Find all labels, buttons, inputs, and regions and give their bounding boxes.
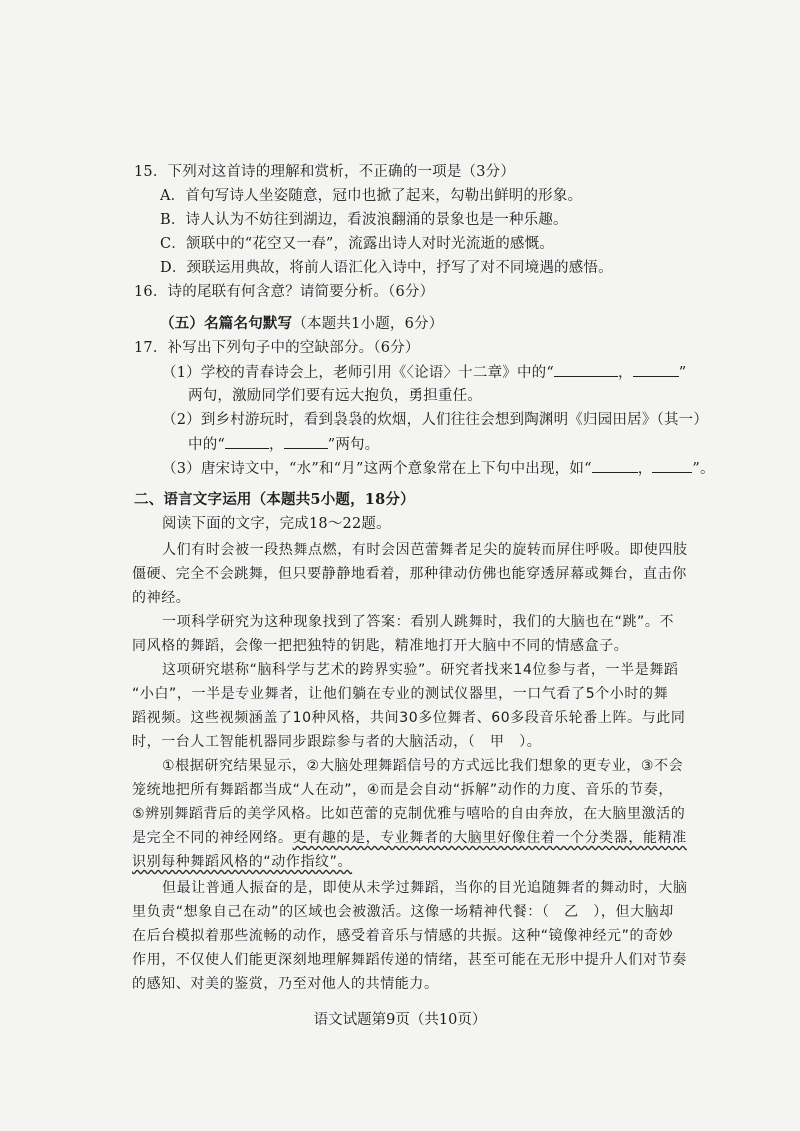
section5-heading: [160, 314, 443, 334]
passage-p2-line2: 同风格的舞蹈，会像一把把独特的钥匙，精准地打开大脑中不同的情感盒子。: [132, 638, 629, 654]
section5-title: （五）名篇名句默写: [160, 315, 293, 332]
passage-p5-line3: 在后台模拟着那些流畅的动作，感受着音乐与情感的共振。这种“镜像神经元”的奇妙: [132, 928, 674, 944]
passage-p4-line3: ⑤辨别舞蹈背后的美学风格。比如芭蕾的克制优雅与嘻哈的自由奔放，在大脑里激活的: [132, 806, 686, 822]
q17-blank-2[interactable]: [633, 362, 679, 377]
q17-item-2-open: 中的“: [188, 437, 226, 453]
page-footer: 语文试题第9页（共10页）: [313, 1012, 487, 1028]
passage-p1-line3: 的神经。: [132, 590, 191, 606]
q17-item-1-close: ”: [678, 365, 687, 381]
passage-p5-line4: 作用，不仅使人们能更深刻地理解舞蹈传递的情绪，甚至可能在无形中提升人们对节奏: [132, 952, 687, 968]
q15-option-c: C．颔联中的“花空又一春”，流露出诗人对时光流逝的感慨。: [160, 236, 555, 252]
passage-p2-line1: 一项科学研究为这种现象找到了答案：看别人跳舞时，我们的大脑也在“跳”。不: [162, 614, 675, 630]
q17-item-3: [162, 458, 715, 479]
passage-p4-line2: 笼统地把所有舞蹈都当成“人在动”，④而是会自动“拆解”动作的力度、音乐的节奏，: [132, 782, 673, 798]
passage-p3-line1: 这项研究堪称“脑科学与艺术的跨界实验”。研究者找来14位参与者，一半是舞蹈: [162, 662, 679, 678]
passage-p5-line1: 但最让普通人振奋的是，即使从未学过舞蹈，当你的目光追随舞者的舞动时，大脑: [162, 880, 688, 896]
passage-p1-line1: 人们有时会被一段热舞点燃，有时会因芭蕾舞者足尖的旋转而屏住呼吸。即使四肢: [162, 542, 688, 558]
q17-item-1-sep: ，: [618, 365, 633, 381]
q17-blank-3[interactable]: [225, 434, 269, 449]
passage-p5-line5: 的感知、对美的鉴赏，乃至对他人的共情能力。: [132, 976, 439, 992]
q17-stem: 17．补写出下列句子中的空缺部分。（6分）: [134, 340, 420, 356]
passage-underlined-sentence-part2: 识别每种舞蹈风格的“动作指纹”。: [132, 854, 353, 870]
q17-item-1-text: （1）学校的青春诗会上，老师引用《〈论语〉十二章》中的“: [162, 365, 554, 381]
q15-option-a: A．首句写诗人坐姿随意，冠巾也掀了起来，勾勒出鲜明的形象。: [160, 188, 583, 204]
part2-title: 二、语言文字运用（本题共5小题，18分）: [134, 491, 415, 508]
passage-p3-line3: 蹈视频。这些视频涵盖了10种风格，共间30多位舞者、60多段音乐轮番上阵。与此同: [132, 710, 686, 726]
q15-option-b: B．诗人认为不妨往到湖边，看波浪翻涌的景象也是一种乐趣。: [160, 212, 568, 228]
passage-p4-line1: ①根据研究结果显示，②大脑处理舞蹈信号的方式远比我们想象的更专业，③不会: [162, 758, 684, 774]
q16-stem: 16．诗的尾联有何含意？请简要分析。（6分）: [134, 284, 435, 300]
q17-item-2-cont: [188, 434, 379, 455]
q17-blank-6[interactable]: [652, 458, 692, 473]
q17-item-2-close: ”两句。: [327, 437, 380, 453]
q15-option-d: D．颈联运用典故，将前人语汇化入诗中，抒写了对不同境遇的感悟。: [160, 260, 613, 276]
passage-p4-line4: [132, 828, 687, 848]
passage-p4-line4-plain: 是完全不同的神经网络。: [132, 830, 293, 846]
q17-blank-5[interactable]: [592, 458, 638, 473]
part2-intro: 阅读下面的文字，完成18～22题。: [162, 516, 391, 532]
section5-note: （本题共1小题，6分）: [292, 316, 444, 332]
q17-item-3-text: （3）唐宋诗文中，“水”和“月”这两个意象常在上下句中出现，如“: [162, 461, 592, 477]
passage-p4-line5: [132, 852, 352, 872]
passage-underlined-sentence-part1: 更有趣的是，专业舞者的大脑里好像住着一个分类器，能精准: [292, 830, 687, 846]
q17-item-1: [162, 362, 686, 383]
q17-item-2: （2）到乡村游玩时，看到袅袅的炊烟，人们往往会想到陶渊明《归园田居》（其一）: [162, 412, 709, 428]
passage-p5-line2: 里负责“想象自己在动”的区域也会被激活。这像一场精神代餐：（ 乙 ），但大脑却: [132, 904, 674, 920]
q17-item-3-sep: ，: [637, 461, 653, 477]
q17-blank-4[interactable]: [284, 434, 328, 449]
q15-stem: 15．下列对这首诗的理解和赏析，不正确的一项是（3分）: [134, 164, 516, 180]
q17-blank-1[interactable]: [554, 362, 618, 377]
q17-item-3-close: ”。: [692, 461, 715, 477]
q17-item-2-sep: ，: [269, 437, 284, 453]
q17-item-1-cont: 两句，激励同学们要有远大抱负，勇担重任。: [188, 388, 482, 404]
passage-p1-line2: 僵硬、完全不会跳舞，但只要静静地看着，那种律动仿佛也能穿透屏幕或舞台，直击你: [132, 566, 687, 582]
passage-p3-line2: “小白”，一半是专业舞者，让他们躺在专业的测试仪器里，一口气看了5个小时的舞: [132, 686, 669, 702]
passage-p3-line4: 时，一台人工智能机器同步跟踪参与者的大脑活动，（ 甲 ）。: [132, 734, 542, 750]
